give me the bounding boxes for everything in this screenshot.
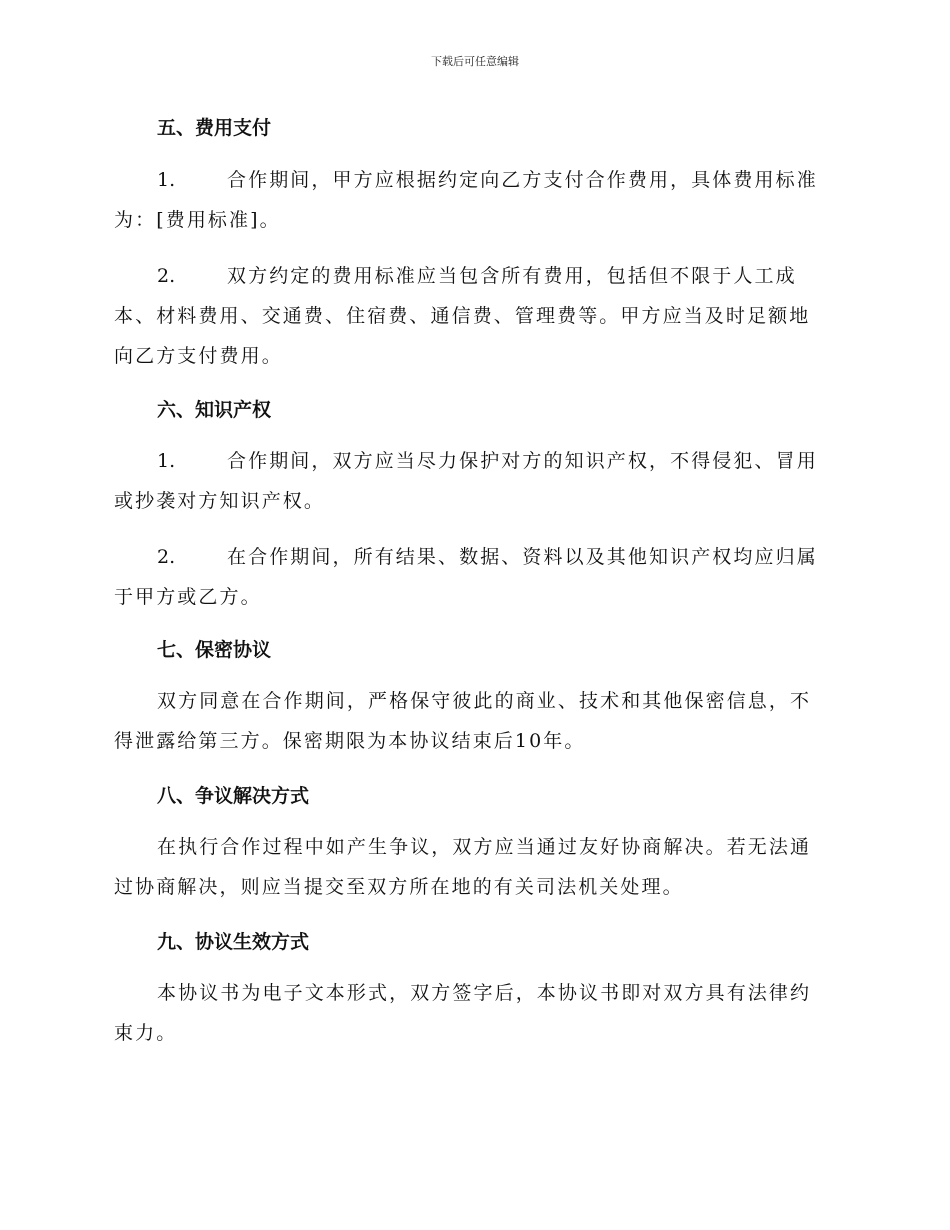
clause-text: 双方约定的费用标准应当包含所有费用，包括但不限于人工成 <box>227 265 797 287</box>
clause-text: 在执行合作过程中如产生争议，双方应当通过友好协商解决。若无法通 <box>157 836 812 858</box>
clause-text: 为：[费用标准]。 <box>114 209 281 231</box>
clause-text: 过协商解决，则应当提交至双方所在地的有关司法机关处理。 <box>114 876 684 898</box>
clause-text: 本、材料费用、交通费、住宿费、通信费、管理费等。甲方应当及时足额地 <box>114 305 811 327</box>
section-heading-confidentiality: 七、保密协议 <box>157 639 272 661</box>
clause-5-1 <box>114 160 834 240</box>
section-heading-fee-payment: 五、费用支付 <box>157 117 272 139</box>
clause-text: 在合作期间，所有结果、数据、资料以及其他知识产权均应归属 <box>227 546 818 568</box>
page-header: 下载后可任意编辑 <box>431 55 519 68</box>
clause-number: 2. <box>157 546 176 568</box>
clause-6-2 <box>114 537 834 617</box>
clause-text: 向乙方支付费用。 <box>114 345 283 367</box>
clause-6-1 <box>114 441 834 521</box>
clause-5-2 <box>114 256 834 376</box>
clause-text: 合作期间，双方应当尽力保护对方的知识产权，不得侵犯、冒用 <box>227 450 818 472</box>
section-heading-dispute-resolution: 八、争议解决方式 <box>157 785 310 807</box>
section-heading-intellectual-property: 六、知识产权 <box>157 399 272 421</box>
clause-text: 束力。 <box>114 1022 178 1044</box>
clause-text: 或抄袭对方知识产权。 <box>114 490 326 512</box>
clause-text: 双方同意在合作期间，严格保守彼此的商业、技术和其他保密信息，不 <box>157 690 812 712</box>
clause-number: 1. <box>157 450 176 472</box>
clause-number: 2. <box>157 265 176 287</box>
clause-9 <box>114 973 834 1053</box>
clause-text: 得泄露给第三方。保密期限为本协议结束后10年。 <box>114 730 586 752</box>
clause-text: 合作期间，甲方应根据约定向乙方支付合作费用，具体费用标准 <box>227 169 818 191</box>
clause-8 <box>114 827 834 907</box>
clause-7 <box>114 681 834 761</box>
clause-text: 于甲方或乙方。 <box>114 586 262 608</box>
clause-text: 本协议书为电子文本形式，双方签字后，本协议书即对双方具有法律约 <box>157 982 812 1004</box>
section-heading-effectiveness: 九、协议生效方式 <box>157 931 310 953</box>
clause-number: 1. <box>157 169 176 191</box>
